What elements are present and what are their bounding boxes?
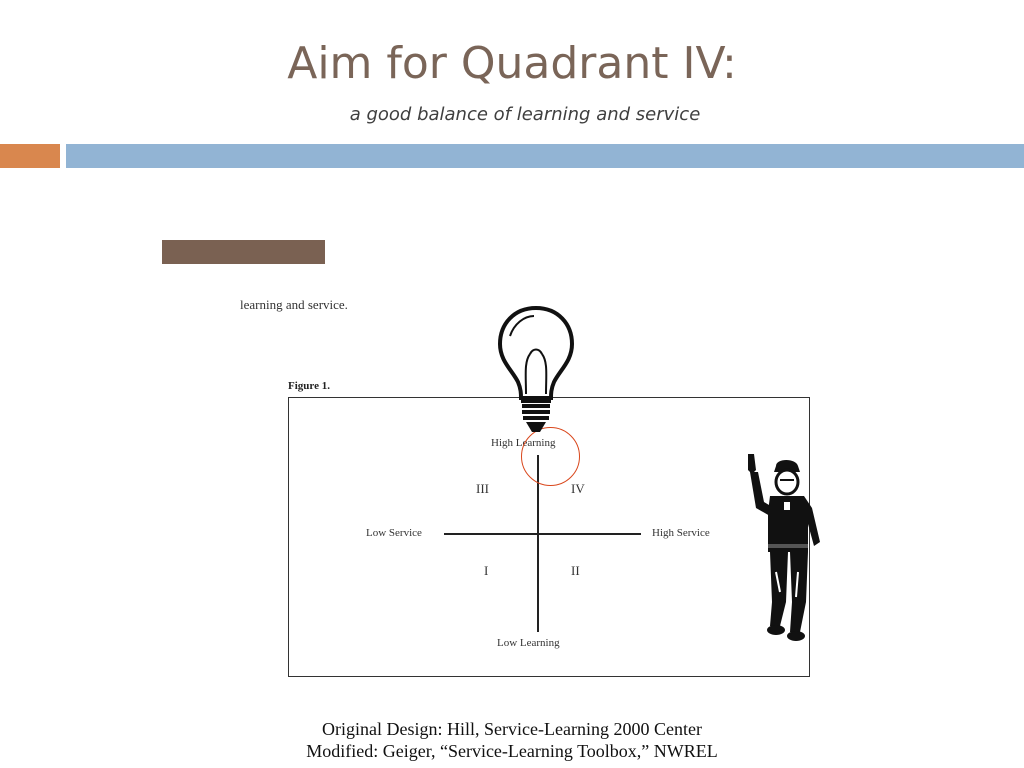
person-pointing-icon [740, 452, 832, 642]
lightbulb-icon [496, 306, 576, 438]
slide-title: Aim for Quadrant IV: [287, 38, 737, 89]
excerpt-text: learning and service. [240, 297, 348, 312]
axis-label-high-service: High Service [652, 527, 710, 539]
quadrant-iii-label: III [476, 481, 489, 496]
quadrant-iv-label: IV [571, 481, 585, 496]
credits [0, 718, 1024, 762]
quadrant-ii-label: II [571, 563, 580, 578]
credit-modified: Modified: Geiger, “Service-Learning Toolbox,” NWREL [306, 741, 718, 761]
axis-label-high-learning: High Learning [491, 437, 556, 449]
axis-label-low-learning: Low Learning [497, 637, 560, 649]
accent-bar-orange [0, 144, 60, 168]
axis-label-low-service: Low Service [366, 527, 422, 539]
credit-original-design: Original Design: Hill, Service-Learning 2000 Center [322, 719, 702, 739]
accent-bar-blue [66, 144, 1024, 168]
figure-label: Figure 1. [288, 380, 330, 392]
redaction-block [162, 240, 325, 264]
slide-subtitle: a good balance of learning and service [349, 104, 701, 125]
service-axis [444, 533, 641, 535]
quadrant-i-label: I [484, 563, 489, 578]
